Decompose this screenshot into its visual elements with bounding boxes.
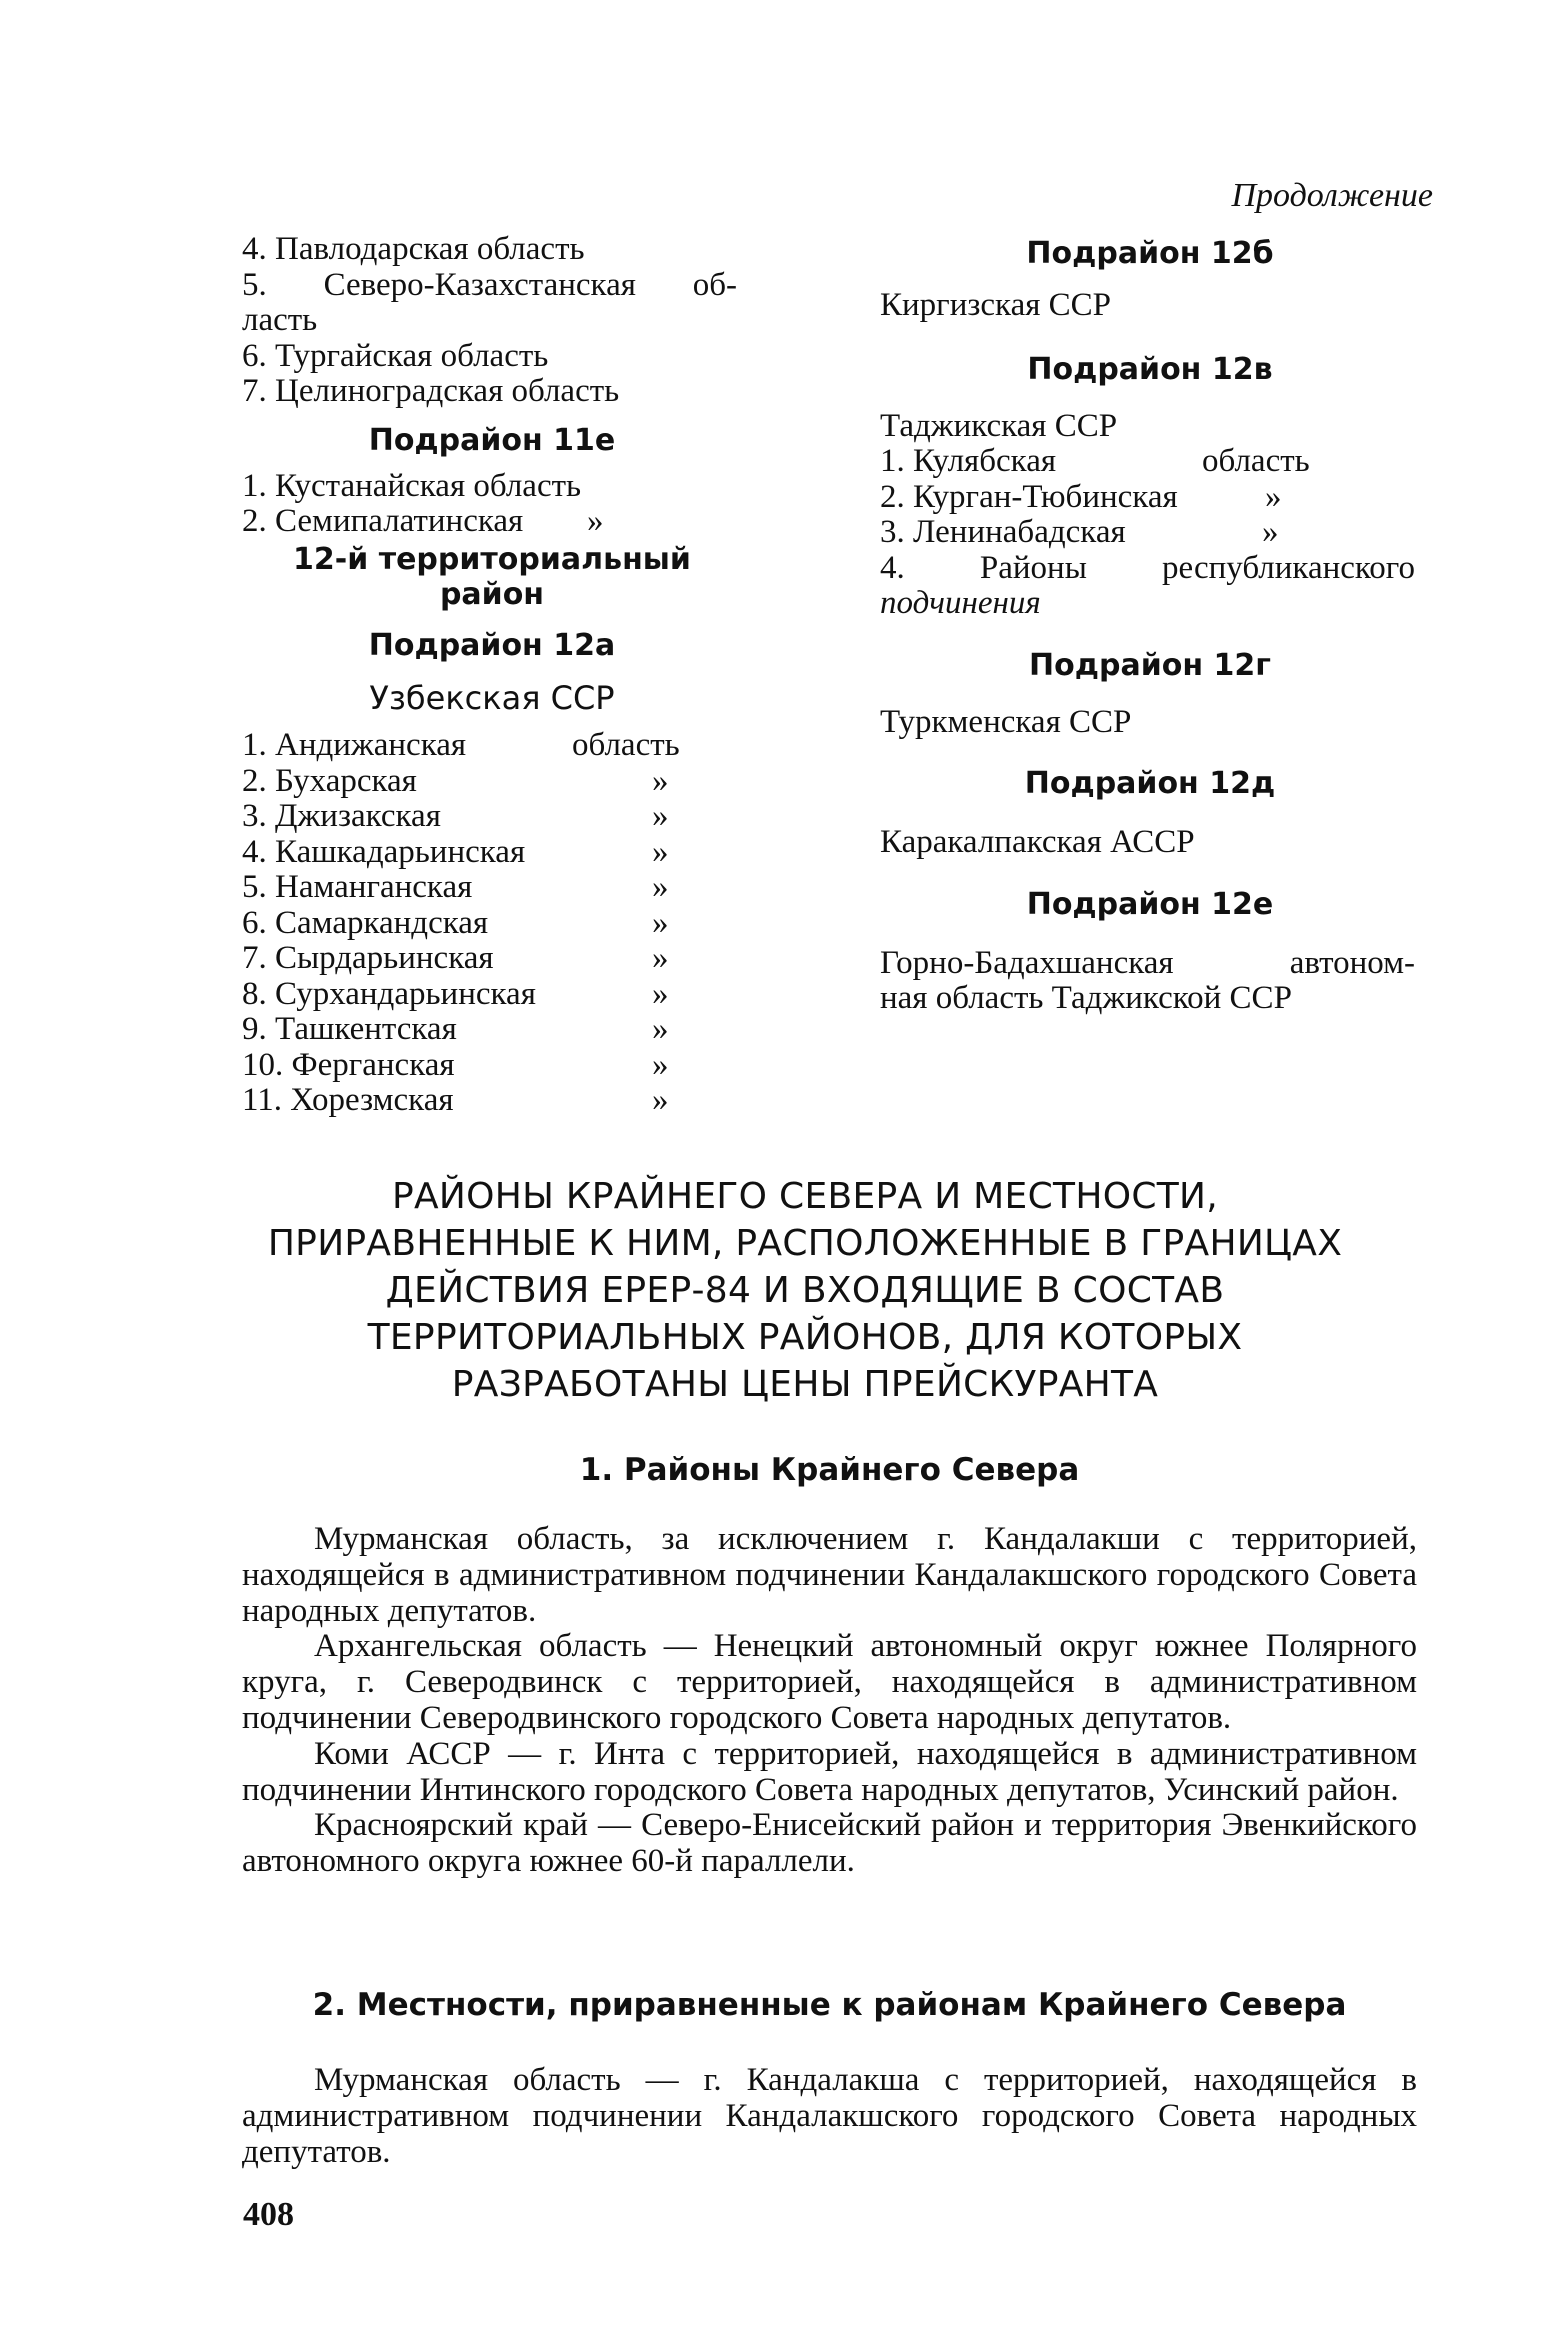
ditto-mark: » bbox=[652, 975, 669, 1012]
list-item bbox=[242, 870, 762, 906]
subregion-11e-title: Подрайон 11е bbox=[368, 422, 616, 458]
oblast-list-11e bbox=[242, 469, 762, 540]
uzbek-oblast-list bbox=[242, 728, 762, 1119]
list-item bbox=[242, 764, 762, 800]
paragraph: Красноярский край — Северо-Енисейский район и территория Эвенкийского автономного округа южнее 60-й параллели. bbox=[242, 1807, 1417, 1880]
list-item-label: 9. Ташкентская bbox=[242, 1011, 457, 1047]
gorno-badakhshan-line-1: Горно-Бадахшанская автоном- bbox=[880, 944, 1415, 981]
kyrgyz-ssr-label: Киргизская ССР bbox=[880, 287, 1112, 323]
list-item bbox=[242, 906, 762, 942]
list-item-label: 10. Ферганская bbox=[242, 1046, 455, 1083]
list-item bbox=[242, 835, 762, 871]
main-heading-line: РАЙОНЫ КРАЙНЕГО СЕВЕРА И МЕСТНОСТИ, bbox=[391, 1176, 1219, 1217]
subregion-12a-title: Подрайон 12а bbox=[368, 627, 616, 663]
gorno-badakhshan-line-2: ная область Таджикской ССР bbox=[880, 980, 1292, 1016]
tajik-oblast-list bbox=[880, 444, 1420, 622]
list-item bbox=[242, 1083, 762, 1119]
list-item-suffix: область bbox=[1202, 443, 1310, 479]
main-heading-line: РАЗРАБОТАНЫ ЦЕНЫ ПРЕЙСКУРАНТА bbox=[451, 1364, 1159, 1405]
uzbek-ssr-label: Узбекская ССР bbox=[369, 678, 615, 717]
ditto-mark: » bbox=[652, 1011, 669, 1047]
ditto-mark: » bbox=[652, 869, 669, 905]
section-2-body bbox=[242, 2063, 1417, 2170]
subregion-12e-title: Подрайон 12е bbox=[1026, 886, 1274, 922]
list-item: 4. Районы республиканского bbox=[880, 549, 1415, 586]
list-item: 6. Тургайская область bbox=[242, 337, 549, 374]
main-heading-line: ПРИРАВНЕННЫЕ К НИМ, РАСПОЛОЖЕННЫЕ В ГРАНИЦАХ bbox=[267, 1223, 1343, 1264]
list-item-label: 6. Самаркандская bbox=[242, 904, 489, 941]
left-column bbox=[242, 232, 762, 1119]
continuation-label: Продолжение bbox=[1231, 177, 1433, 214]
list-item-label: 1. Кулябская bbox=[880, 443, 1057, 479]
main-heading-line: ТЕРРИТОРИАЛЬНЫХ РАЙОНОВ, ДЛЯ КОТОРЫХ bbox=[367, 1317, 1243, 1358]
ditto-mark: » bbox=[652, 904, 669, 941]
list-item-label: 2. Семипалатинская bbox=[242, 503, 524, 539]
section-1-body bbox=[242, 1522, 1417, 1880]
list-item-label: 11. Хорезмская bbox=[242, 1082, 454, 1118]
list-item-label: 2. Курган-Тюбинская bbox=[880, 478, 1178, 515]
list-item: 5. Северо-Казахстанская об- bbox=[242, 266, 737, 303]
paragraph: Мурманская область — г. Кандалакша с территорией, находящейся в административном подчинении Кандалакшского городского Совета народных депутатов. bbox=[242, 2062, 1417, 2170]
ditto-mark: » bbox=[1262, 514, 1279, 550]
list-item: подчинения bbox=[880, 585, 1041, 621]
ditto-mark: » bbox=[587, 503, 604, 539]
list-item bbox=[242, 941, 762, 977]
list-item bbox=[242, 1048, 762, 1084]
ditto-mark: » bbox=[652, 798, 669, 834]
list-item bbox=[242, 1012, 762, 1048]
ditto-mark: » bbox=[652, 1046, 669, 1083]
list-item bbox=[880, 480, 1420, 516]
list-item bbox=[242, 504, 762, 540]
subregion-12b-title: Подрайон 12б bbox=[1026, 236, 1274, 271]
list-item bbox=[242, 977, 762, 1013]
main-heading bbox=[200, 1173, 1410, 1408]
section-2-title: 2. Местности, приравненные к районам Крайнего Севера bbox=[312, 1987, 1347, 2023]
ditto-mark: » bbox=[652, 833, 669, 870]
list-item: 4. Павлодарская область bbox=[242, 231, 585, 267]
list-item: ласть bbox=[242, 302, 318, 338]
subregion-12d-title: Подрайон 12д bbox=[1024, 766, 1276, 801]
section-1-title: 1. Районы Крайнего Севера bbox=[579, 1452, 1080, 1488]
list-item bbox=[242, 728, 762, 764]
list-item-suffix: область bbox=[572, 727, 680, 763]
list-item: 1. Кустанайская область bbox=[242, 467, 582, 504]
list-item-label: 7. Сырдарьинская bbox=[242, 940, 494, 976]
paragraph: Коми АССР — г. Инта с территорией, находящейся в административном подчинении Интинского городского Совета народных депутатов, Усинский район. bbox=[242, 1735, 1417, 1808]
territory-12-title: 12-й территориальный район bbox=[293, 541, 691, 612]
list-item: 7. Целиноградская область bbox=[242, 373, 620, 409]
oblast-list-top bbox=[242, 232, 762, 410]
subregion-12g-title: Подрайон 12г bbox=[1029, 647, 1271, 683]
page-number: 408 bbox=[243, 2196, 294, 2233]
list-item-label: 5. Наманганская bbox=[242, 869, 473, 905]
list-item bbox=[880, 444, 1420, 480]
list-item-label: 8. Сурхандарьинская bbox=[242, 975, 536, 1012]
list-item-label: 3. Ленинабадская bbox=[880, 514, 1126, 550]
ditto-mark: » bbox=[652, 940, 669, 976]
list-item-label: 4. Кашкадарьинская bbox=[242, 833, 526, 870]
subregion-12v-title: Подрайон 12в bbox=[1027, 351, 1273, 387]
right-column bbox=[880, 232, 1420, 1017]
paragraph: Мурманская область, за исключением г. Кандалакши с территорией, находящейся в административном подчинении Кандалакшского городского Совета народных депутатов. bbox=[242, 1521, 1417, 1629]
tajik-ssr-label: Таджикская ССР bbox=[880, 407, 1118, 444]
list-item-label: 3. Джизакская bbox=[242, 798, 441, 834]
turkmen-ssr-label: Туркменская ССР bbox=[880, 703, 1132, 740]
karakalpak-assr-label: Каракалпакская АССР bbox=[880, 824, 1195, 860]
ditto-mark: » bbox=[652, 1082, 669, 1118]
list-item bbox=[880, 515, 1420, 551]
ditto-mark: » bbox=[652, 762, 669, 799]
paragraph: Архангельская область — Ненецкий автономный округ южнее Полярного круга, г. Северодвинск с территорией, находящейся в административном подчинении Северодвинского городского Совета народных депутатов. bbox=[242, 1628, 1417, 1736]
list-item bbox=[242, 799, 762, 835]
list-item-label: 1. Андижанская bbox=[242, 727, 467, 763]
main-heading-line: ДЕЙСТВИЯ ЕРЕР-84 И ВХОДЯЩИЕ В СОСТАВ bbox=[385, 1270, 1225, 1311]
list-item-label: 2. Бухарская bbox=[242, 762, 417, 799]
ditto-mark: » bbox=[1265, 478, 1282, 515]
